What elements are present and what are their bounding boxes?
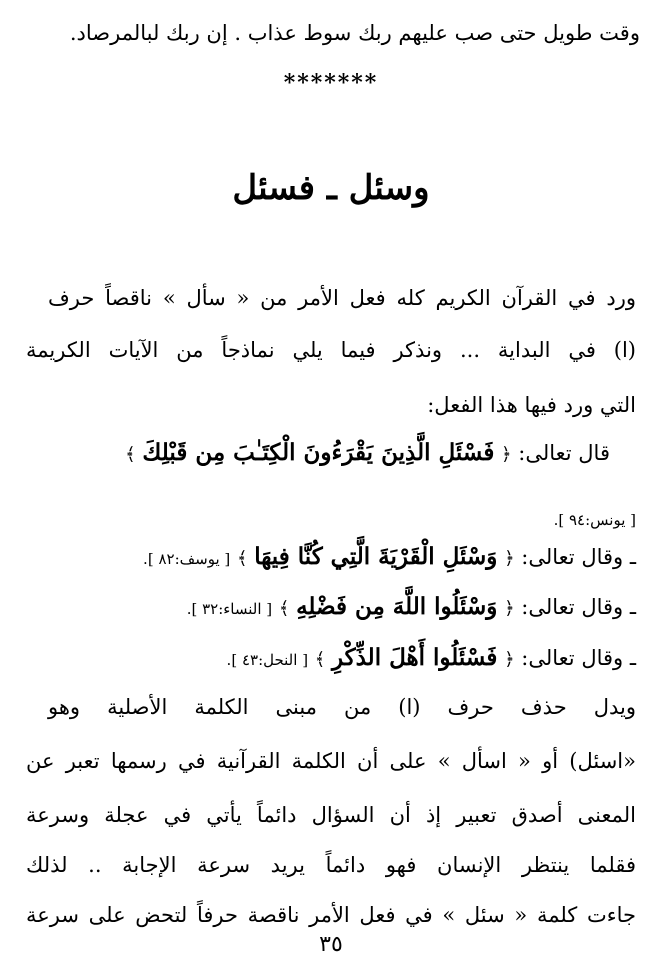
verse-intro: قال تعالى:: [518, 441, 610, 465]
verse-text: فَسْئَلُوا أَهْلَ الذِّكْرِ: [331, 644, 498, 671]
verse-text: وَسْئَلُوا اللَّهَ مِن فَضْلِهِ: [296, 593, 498, 620]
paragraph-line: المعنى أصدق تعبير إذ أن السؤال دائماً يأتي في عجلة وسرعة: [26, 803, 636, 827]
verse-intro: ـ وقال تعالى:: [521, 595, 636, 619]
verse-text: فَسْئَلِ الَّذِينَ يَقْرَءُونَ الْكِتَـٰبَ مِن قَبْلِكَ: [142, 439, 495, 466]
verse-reference: [ النحل:٤٣ ].: [226, 651, 309, 669]
verse-reference: [ النساء:٣٢ ].: [186, 600, 273, 618]
ornate-bracket-open: ﴿: [504, 649, 515, 670]
verse-intro: ـ وقال تعالى:: [521, 646, 636, 670]
paragraph-line: «اسئل) أو « اسأل » على أن الكلمة القرآنية في رسمها تعبر عن: [26, 749, 636, 773]
separator-stars: *******: [283, 70, 379, 96]
verse-reference: [ يونس:٩٤ ].: [553, 511, 636, 529]
ornate-bracket-open: ﴿: [504, 548, 515, 569]
verse-line: [125, 436, 610, 472]
verse-line: [187, 590, 636, 626]
verse-intro: ـ وقال تعالى:: [521, 545, 636, 569]
verse-line: [143, 540, 636, 576]
verse-line: [227, 641, 636, 677]
ornate-bracket-close: ﴾: [314, 649, 326, 670]
ornate-bracket-close: ﴾: [125, 444, 136, 465]
paragraph-line: ورد في القرآن الكريم كله فعل الأمر من « سأل » ناقصاً حرف: [48, 286, 636, 310]
paragraph-line: جاءت كلمة « سئل » في فعل الأمر ناقصة حرفاً لتحض على سرعة: [26, 903, 636, 927]
verse-text: وَسْئَلِ الْقَرْيَةَ الَّتِي كُنَّا فِيهَا: [254, 543, 498, 570]
ornate-bracket-open: ﴿: [504, 598, 515, 619]
paragraph-line: (ا) في البداية ... ونذكر فيما يلي نماذجاً من الآيات الكريمة: [26, 338, 636, 362]
paragraph-line: فقلما ينتظر الإنسان فهو دائماً يريد سرعة الإجابة .. لذلك: [26, 853, 636, 877]
ornate-bracket-open: ﴿: [501, 444, 512, 465]
ornate-bracket-close: ﴾: [236, 548, 248, 569]
paragraph-line: ويدل حذف حرف (ا) من مبنى الكلمة الأصلية وهو: [48, 695, 636, 719]
page-number: ٣٥: [319, 932, 343, 957]
verse-reference: [ يوسف:٨٢ ].: [143, 550, 231, 568]
paragraph-line: التي ورد فيها هذا الفعل:: [427, 393, 636, 417]
section-title: وسئل ـ فسئل: [232, 168, 430, 208]
ornate-bracket-close: ﴾: [278, 598, 290, 619]
continuation-line: وقت طويل حتى صب عليهم ربك سوط عذاب . إن ربك لبالمرصاد.: [69, 21, 640, 45]
